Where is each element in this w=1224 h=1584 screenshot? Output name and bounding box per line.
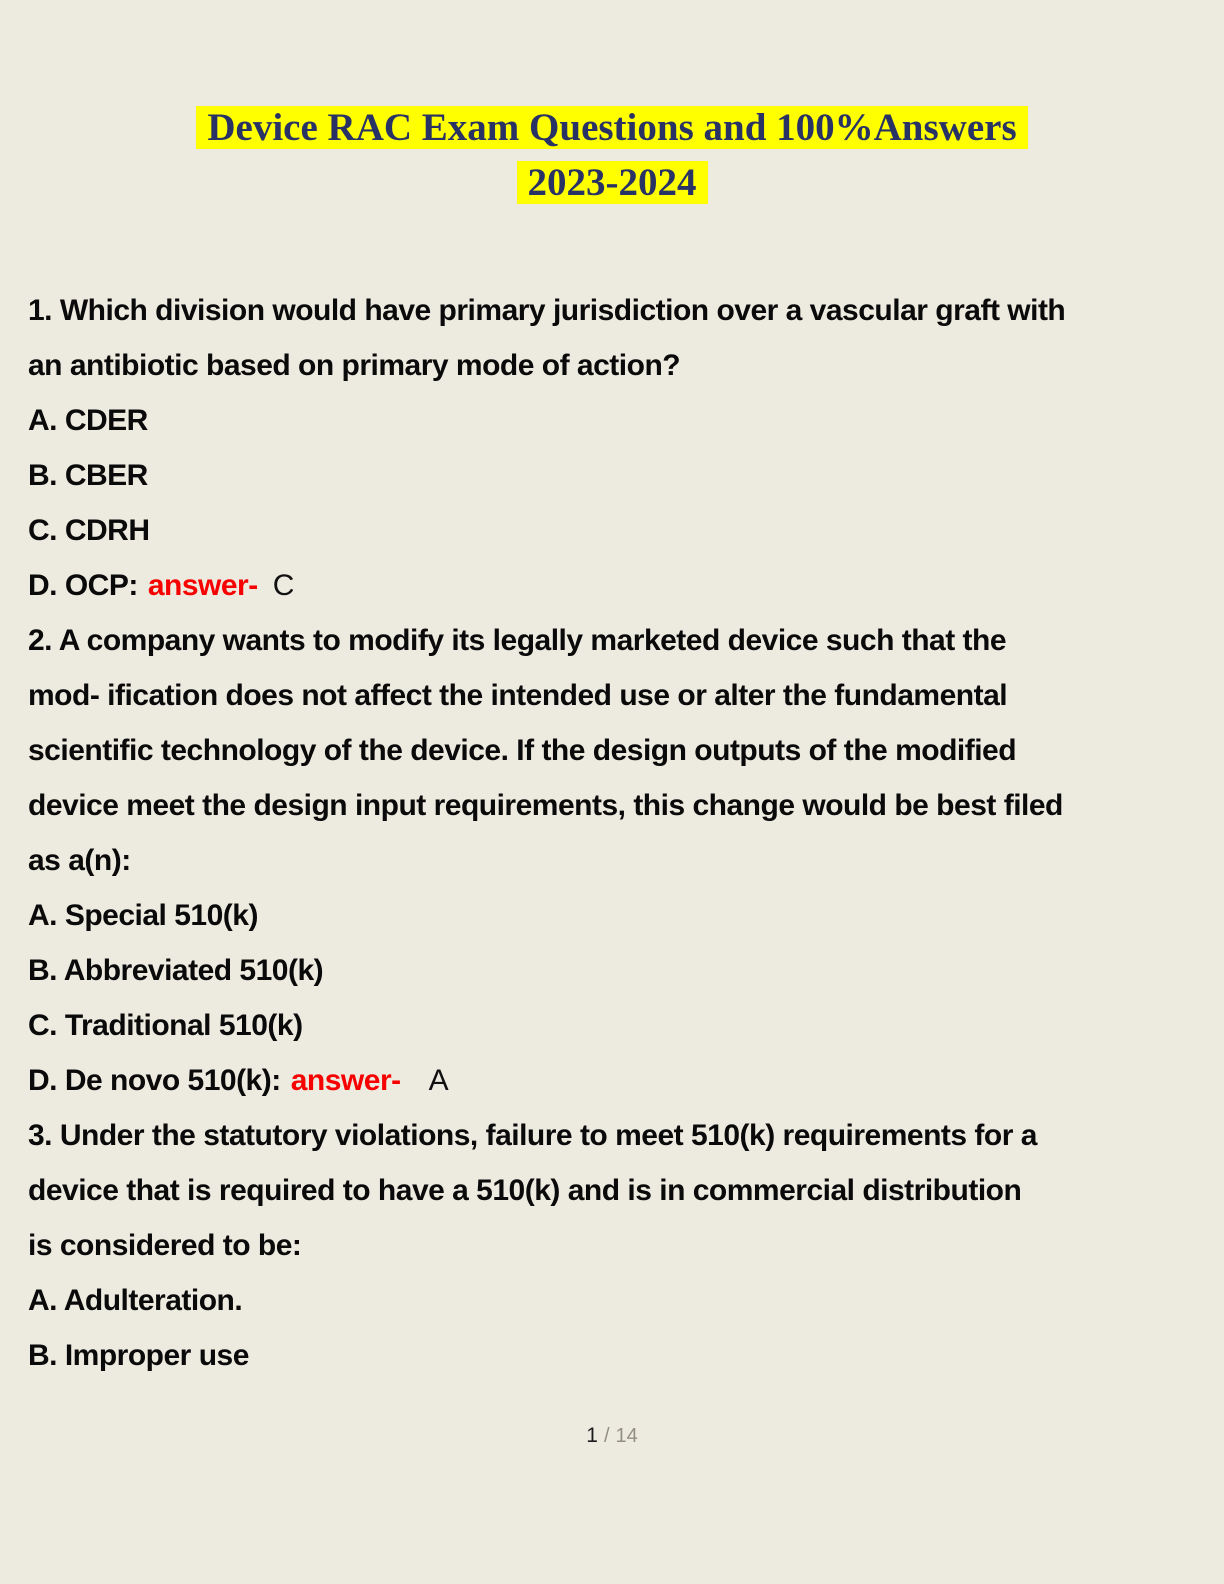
page-title-highlight-2: 2023-2024 (517, 161, 708, 204)
question-2-line: scientific technology of the device. If the design outputs of the modified (28, 734, 1017, 767)
question-3-line: is considered to be: (28, 1229, 302, 1262)
question-3-line: device that is required to have a 510(k) and is in commercial distribution (28, 1174, 1022, 1207)
page-title-line-1 (0, 104, 1224, 159)
question-1-option-d (28, 558, 1194, 613)
question-1-option-a: A. CDER (28, 404, 148, 437)
answer-letter: A (428, 1064, 449, 1097)
question-2-line: mod- ification does not affect the intended use or alter the fundamental (28, 679, 1008, 712)
question-2-option-a: A. Special 510(k) (28, 899, 258, 932)
page-number-footer (0, 1424, 1224, 1448)
question-2-option-b: B. Abbreviated 510(k) (28, 954, 324, 987)
page-title-line-2 (0, 159, 1224, 214)
total-page-count: 14 (615, 1425, 638, 1447)
question-2-option-d (28, 1053, 1194, 1108)
question-3-option-b: B. Improper use (28, 1339, 249, 1372)
question-2-line: as a(n): (28, 844, 131, 877)
page-number-separator: / (603, 1425, 610, 1447)
option-text: D. OCP: (28, 569, 138, 602)
answer-letter: C (272, 569, 295, 602)
answer-label: answer- (290, 1064, 401, 1097)
answer-label: answer- (147, 569, 258, 602)
questions-body (28, 283, 1194, 1383)
question-3-option-a: A. Adulteration. (28, 1284, 243, 1317)
question-1-option-c: C. CDRH (28, 514, 150, 547)
question-2-line: device meet the design input requirements, this change would be best filed (28, 789, 1063, 822)
page-title (0, 104, 1224, 214)
question-1-line: an antibiotic based on primary mode of action? (28, 349, 681, 382)
question-1-option-b: B. CBER (28, 459, 148, 492)
question-1-line: 1. Which division would have primary jurisdiction over a vascular graft with (28, 294, 1066, 327)
option-text: D. De novo 510(k): (28, 1064, 281, 1097)
question-2-option-c: C. Traditional 510(k) (28, 1009, 303, 1042)
page-title-highlight-1: Device RAC Exam Questions and 100%Answers (196, 106, 1027, 149)
question-3-line: 3. Under the statutory violations, failure to meet 510(k) requirements for a (28, 1119, 1037, 1152)
current-page-number: 1 (586, 1424, 598, 1447)
question-2-line: 2. A company wants to modify its legally marketed device such that the (28, 624, 1007, 657)
